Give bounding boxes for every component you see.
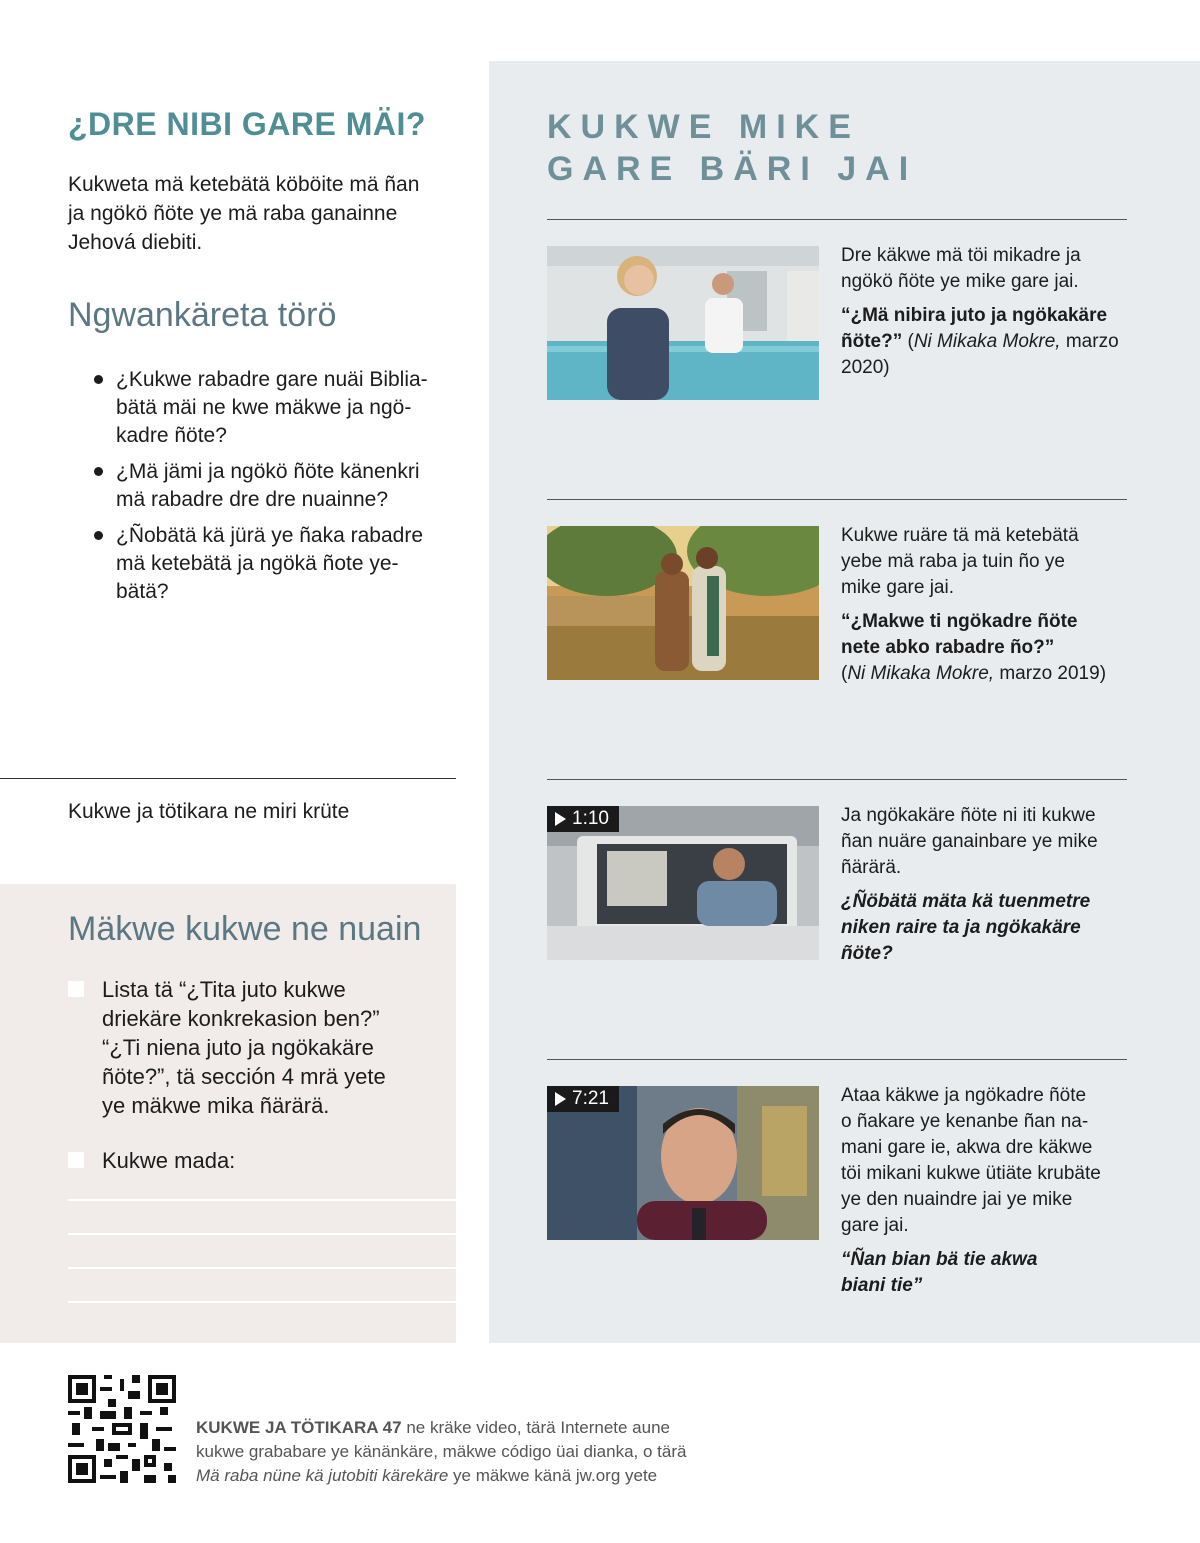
video-duration-badge: 7:21 — [547, 1086, 619, 1112]
writing-line[interactable] — [68, 1301, 456, 1303]
question-list — [88, 366, 468, 614]
divider — [547, 499, 1127, 500]
writing-line[interactable] — [68, 1199, 456, 1201]
resource-title[interactable]: “¿Makwe ti ngökadre ñöte nete abko rabadre ño?” (Ni Mikaka Mokre, marzo 2019) — [841, 611, 1107, 684]
bullet-icon — [94, 531, 103, 540]
activity-heading: Mäkwe kukwe ne nuain — [68, 910, 422, 948]
resource-title[interactable]: “¿Mä nibira juto ja ngökakäre ñöte?” (Ni Mikaka Mokre, marzo 2020) — [841, 305, 1119, 378]
resource-title[interactable]: ¿Ñöbätä mäta kä tuenmetre niken raire ta ja ngökakäre ñöte? — [841, 891, 1091, 964]
resources-heading: KUKWE MIKE GARE BÄRI JAI — [547, 108, 918, 188]
video-thumbnail[interactable] — [547, 806, 819, 960]
divider — [547, 219, 1127, 220]
resource-description: Ataa käkwe ja ngökadre ñöte o ñakare ye kenanbe ñan na- mani gare ie, akwa dre käkwe töi mikani kukwe ütiäte krubäte ye den nuaindre jai ye mike gare jai. “Ñan bian bä tie akwa biani tie” — [841, 1083, 1131, 1307]
baptism-pool-image[interactable] — [547, 246, 819, 400]
resource-title[interactable]: “Ñan bian bä tie akwa biani tie” — [841, 1249, 1038, 1296]
section-heading: ¿DRE NIBI GARE MÄI? — [68, 106, 426, 142]
play-icon — [555, 812, 566, 826]
writing-line[interactable] — [68, 1233, 456, 1235]
divider — [0, 778, 456, 779]
checklist-item: Lista tä “¿Tita juto kukwe driekäre konkrekasion ben?” “¿Ti niena juto ja ngökakäre ñöte?”, tä sección 4 mrä yete ye mäkwe mika ñärärä. — [68, 975, 462, 1120]
video-duration-badge: 1:10 — [547, 806, 619, 832]
video-thumbnail[interactable] — [547, 1086, 819, 1240]
qr-code[interactable] — [68, 1375, 176, 1483]
divider — [547, 779, 1127, 780]
jesus-baptism-painting[interactable] — [547, 526, 819, 680]
checklist-item: Kukwe mada: — [68, 1146, 462, 1175]
writing-line[interactable] — [68, 1267, 456, 1269]
resource-description: Dre käkwe mä töi mikadre ja ngökö ñöte ye mike gare jai. “¿Mä nibira juto ja ngökakäre ñöte?” (Ni Mikaka Mokre, marzo 2020) — [841, 243, 1131, 389]
question-item: ¿Kukwe rabadre gare nuäi Biblia- bätä mäi ne kwe mäkwe ja ngö- kadre ñöte? — [88, 366, 468, 450]
intro-paragraph: Kukweta mä ketebätä köböite mä ñan ja ngökö ñöte ye mä raba ganainne Jehová diebiti. — [68, 173, 420, 254]
bullet-icon — [94, 375, 103, 384]
bullet-icon — [94, 467, 103, 476]
footer-note: KUKWE JA TÖTIKARA 47 ne kräke video, tärä Internete aune kukwe grababare ye känänkäre, mäkwe código üai dianka, o tärä Mä raba nüne kä jutobiti kärekäre ye mäkwe känä jw.org yete — [196, 1418, 687, 1485]
play-icon — [555, 1092, 566, 1106]
questions-heading: Ngwankäreta törö — [68, 296, 337, 334]
checkbox[interactable] — [68, 981, 84, 997]
checkbox[interactable] — [68, 1152, 84, 1168]
week-label: Kukwe ja tötikara ne miri krüte — [68, 800, 350, 823]
resource-description: Ja ngökakäre ñöte ni iti kukwe ñan nuäre ganainbare ye mike ñärärä. ¿Ñöbätä mäta kä tuenmetre niken raire ta ja ngökakäre ñöte? — [841, 803, 1131, 975]
question-item: ¿Mä jämi ja ngökö ñöte känenkri mä rabadre dre dre nuainne? — [88, 458, 468, 514]
question-item: ¿Ñobätä kä jürä ye ñaka rabadre mä ketebätä ja ngökä ñote ye- bätä? — [88, 522, 468, 606]
divider — [547, 1059, 1127, 1060]
resource-description: Kukwe ruäre tä mä ketebätä yebe mä raba ja tuin ño ye mike gare jai. “¿Makwe ti ngökadre ñöte nete abko rabadre ño?” (Ni Mikaka Mokre, marzo 2019) — [841, 523, 1131, 695]
